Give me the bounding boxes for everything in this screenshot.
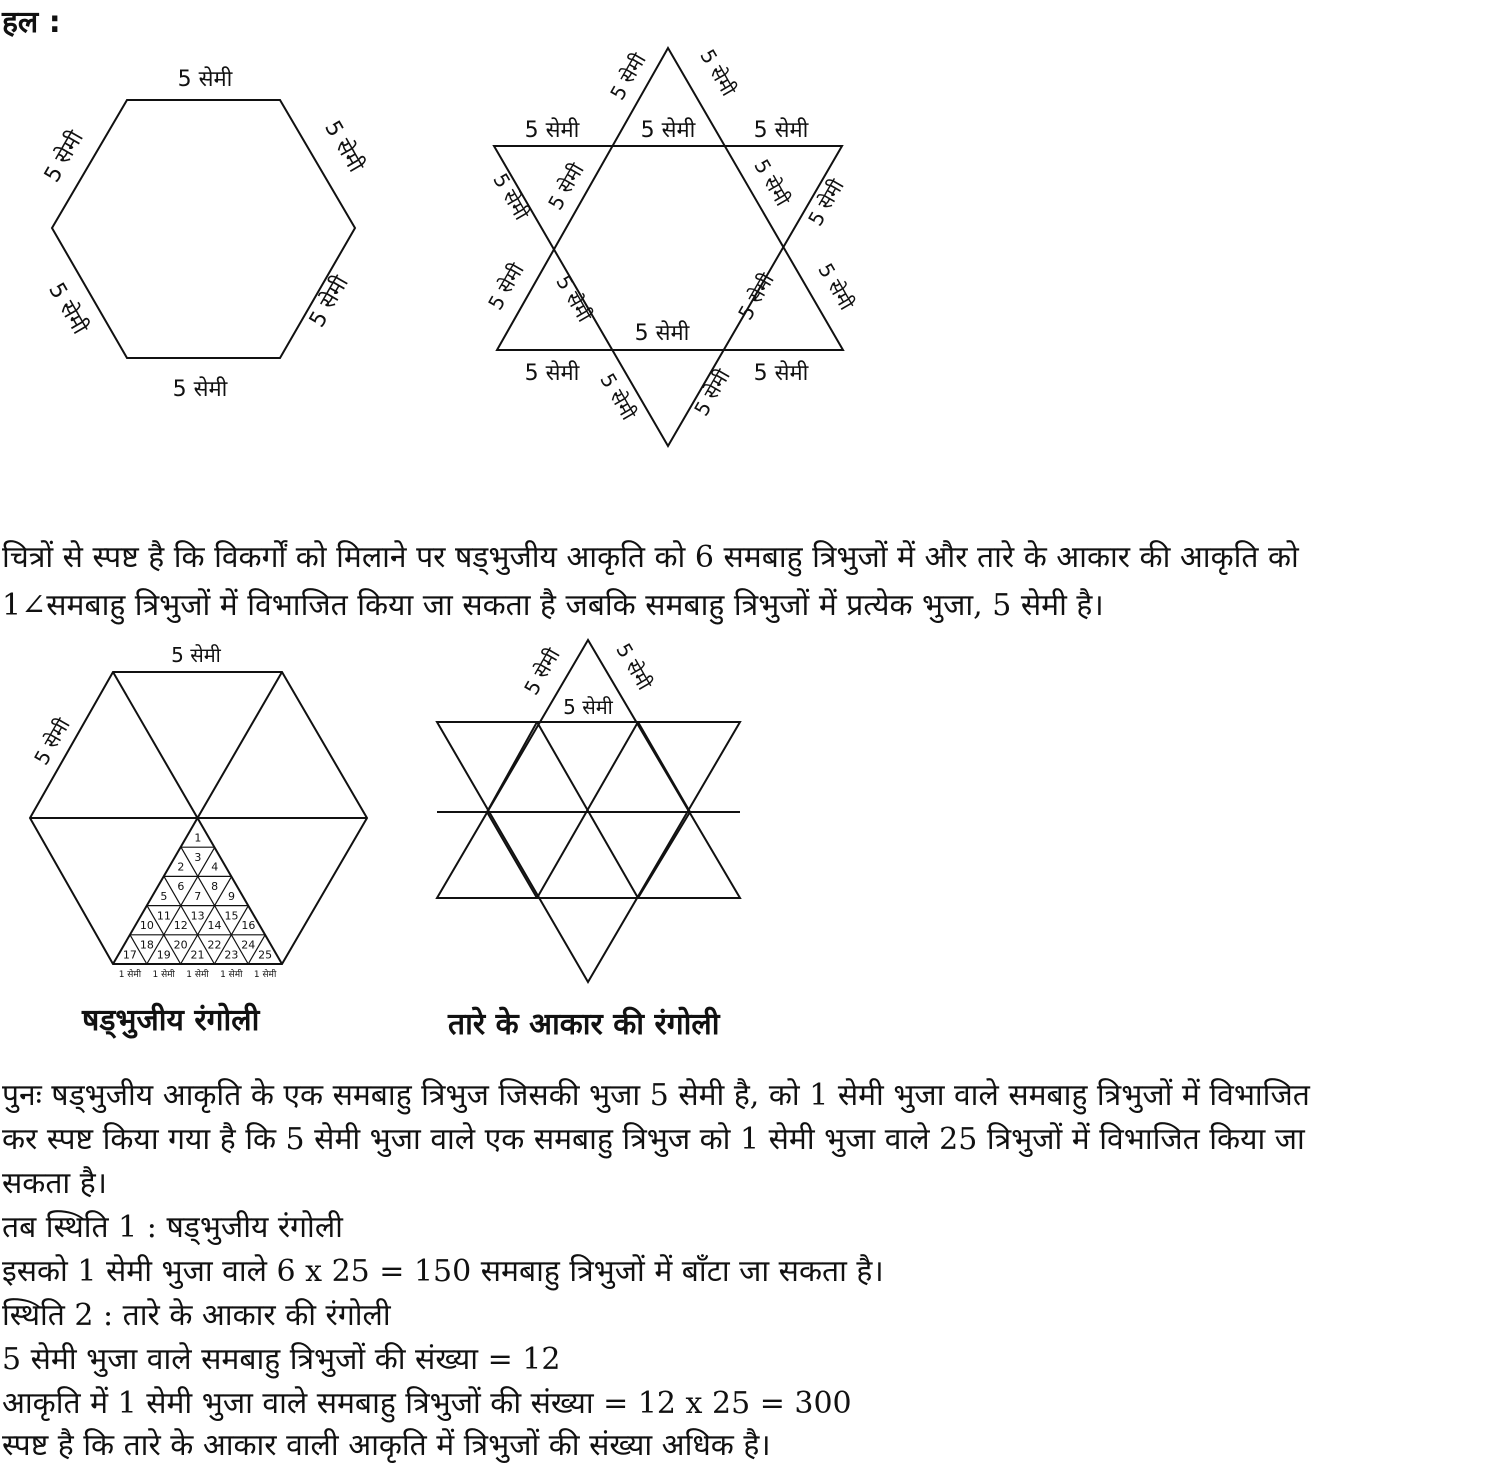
star-label: 5 सेमी [695, 44, 741, 101]
star-label: 5 सेमी [813, 258, 859, 315]
star-rangoli-label-right: 5 सेमी [611, 638, 657, 695]
star-label: 5 सेमी [605, 48, 651, 105]
small-triangle-number: 9 [228, 889, 236, 903]
unit-label: 1 सेमी [186, 970, 209, 980]
unit-label: 1 सेमी [220, 970, 243, 980]
star-label: 5 सेमी [524, 361, 580, 386]
star-label: 5 सेमी [749, 154, 795, 211]
small-triangle-number: 14 [207, 919, 222, 933]
small-triangle-number: 23 [224, 948, 239, 962]
case2-heading: स्थिति 2 : तारे के आकार की रंगोली [2, 1298, 391, 1333]
small-triangle-number: 11 [156, 909, 171, 923]
small-triangle-number: 22 [207, 938, 222, 952]
star-rangoli-figure [0, 0, 800, 1000]
paragraph2-line2: कर स्पष्ट किया गया है कि 5 सेमी भुजा वाले एक समबाहु त्रिभुज को 1 सेमी भुजा वाले 25 त्रिभुजों में विभाजित किया जा [2, 1122, 1305, 1157]
paragraph1-line1: चित्रों से स्पष्ट है कि विकर्गों को मिलाने पर षड्भुजीय आकृति को 6 समबाहु त्रिभुजों में और तारे के आकार की आकृति को [2, 540, 1299, 575]
small-triangle-number: 21 [190, 948, 205, 962]
rangoli-star-line [487, 812, 537, 898]
solution-heading: हल : [2, 5, 61, 40]
star-label: 5 सेमी [488, 168, 534, 225]
small-triangle-number: 10 [139, 919, 154, 933]
rangoli-star-line [638, 722, 690, 812]
star-label: 5 सेमी [595, 368, 641, 425]
caption-star-rangoli: तारे के आकार की रंगोली [448, 1007, 720, 1042]
paragraph2-line1: पुनः षड्भुजीय आकृति के एक समबाहु त्रिभुज जिसकी भुजा 5 सेमी है, को 1 सेमी भुजा वाले समबाहु त्रिभुजों में विभाजित [2, 1078, 1310, 1113]
small-triangle-number: 4 [211, 860, 219, 874]
paragraph2-line3: सकता है। [2, 1166, 108, 1201]
star-label: 5 सेमी [634, 321, 690, 346]
small-triangle-number: 5 [160, 889, 168, 903]
small-triangle-number: 19 [156, 948, 171, 962]
small-triangle-number: 13 [190, 909, 205, 923]
small-triangle-number: 7 [194, 889, 202, 903]
small-triangle-number: 12 [173, 919, 188, 933]
case1-result: इसको 1 सेमी भुजा वाले 6 x 25 = 150 समबाहु त्रिभुजों में बाँटा जा सकता है। [2, 1254, 884, 1289]
rangoli-label-left: 5 सेमी [29, 713, 75, 770]
star-label: 5 सेमी [524, 118, 580, 143]
paragraph1-line2: 1∠समबाहु त्रिभुजों में विभाजित किया जा सकता है जबकि समबाहु त्रिभुजों में प्रत्येक भुजा, 5 सेमी है। [2, 588, 1104, 623]
unit-label: 1 सेमी [253, 970, 277, 980]
small-triangle-number: 20 [173, 938, 188, 952]
case2-count: 5 सेमी भुजा वाले समबाहु त्रिभुजों की संख्या = 12 [2, 1342, 561, 1377]
small-triangle-number: 16 [241, 919, 256, 933]
rangoli-star-down-triangle [437, 722, 740, 982]
star-label: 5 सेमी [753, 118, 809, 143]
rangoli-label-top: 5 सेमी [171, 643, 221, 667]
conclusion: स्पष्ट है कि तारे के आकार वाली आकृति में त्रिभुजों की संख्या अधिक है। [2, 1428, 771, 1463]
hex-label-lower-left: 5 सेमी [43, 278, 93, 339]
star-label: 5 सेमी [483, 258, 529, 315]
small-triangle-number: 8 [211, 880, 219, 894]
hex-label-top: 5 सेमी [177, 67, 233, 92]
hex-label-upper-right: 5 सेमी [319, 116, 369, 177]
small-triangle-number: 6 [177, 880, 185, 894]
star-label: 5 सेमी [753, 361, 809, 386]
case2-result: आकृति में 1 सेमी भुजा वाले समबाहु त्रिभुजों की संख्या = 12 x 25 = 300 [2, 1386, 852, 1421]
unit-label: 1 सेमी [118, 970, 142, 980]
small-triangle-number: 2 [177, 860, 185, 874]
star-rangoli-label-base: 5 सेमी [563, 695, 613, 719]
unit-label: 1 सेमी [152, 970, 175, 980]
case1-heading: तब स्थिति 1 : षड्भुजीय रंगोली [2, 1210, 343, 1245]
small-triangle-number: 18 [139, 938, 154, 952]
star-label: 5 सेमी [551, 270, 597, 327]
small-triangle-number: 17 [122, 948, 137, 962]
small-triangle-number: 15 [224, 909, 239, 923]
star-label: 5 सेमी [543, 158, 589, 215]
rangoli-star-line [487, 722, 537, 812]
small-triangle-number: 3 [194, 850, 202, 864]
small-triangle-number: 24 [241, 938, 256, 952]
rangoli-star-line [638, 812, 690, 898]
rangoli-star-up-triangle [437, 640, 740, 898]
star-rangoli-label-left: 5 सेमी [519, 643, 565, 700]
hex-label-lower-right: 5 सेमी [304, 271, 354, 332]
hex-label-upper-left: 5 सेमी [39, 126, 89, 187]
star-label: 5 सेमी [640, 118, 696, 143]
caption-hexagon-rangoli: षड्भुजीय रंगोली [82, 1003, 260, 1038]
star-label: 5 सेमी [689, 364, 735, 421]
small-triangle-number: 1 [194, 831, 202, 845]
star-label: 5 सेमी [803, 174, 849, 231]
small-triangle-number: 25 [258, 948, 273, 962]
star-label: 5 सेमी [733, 268, 779, 325]
hex-label-bottom: 5 सेमी [172, 377, 228, 402]
